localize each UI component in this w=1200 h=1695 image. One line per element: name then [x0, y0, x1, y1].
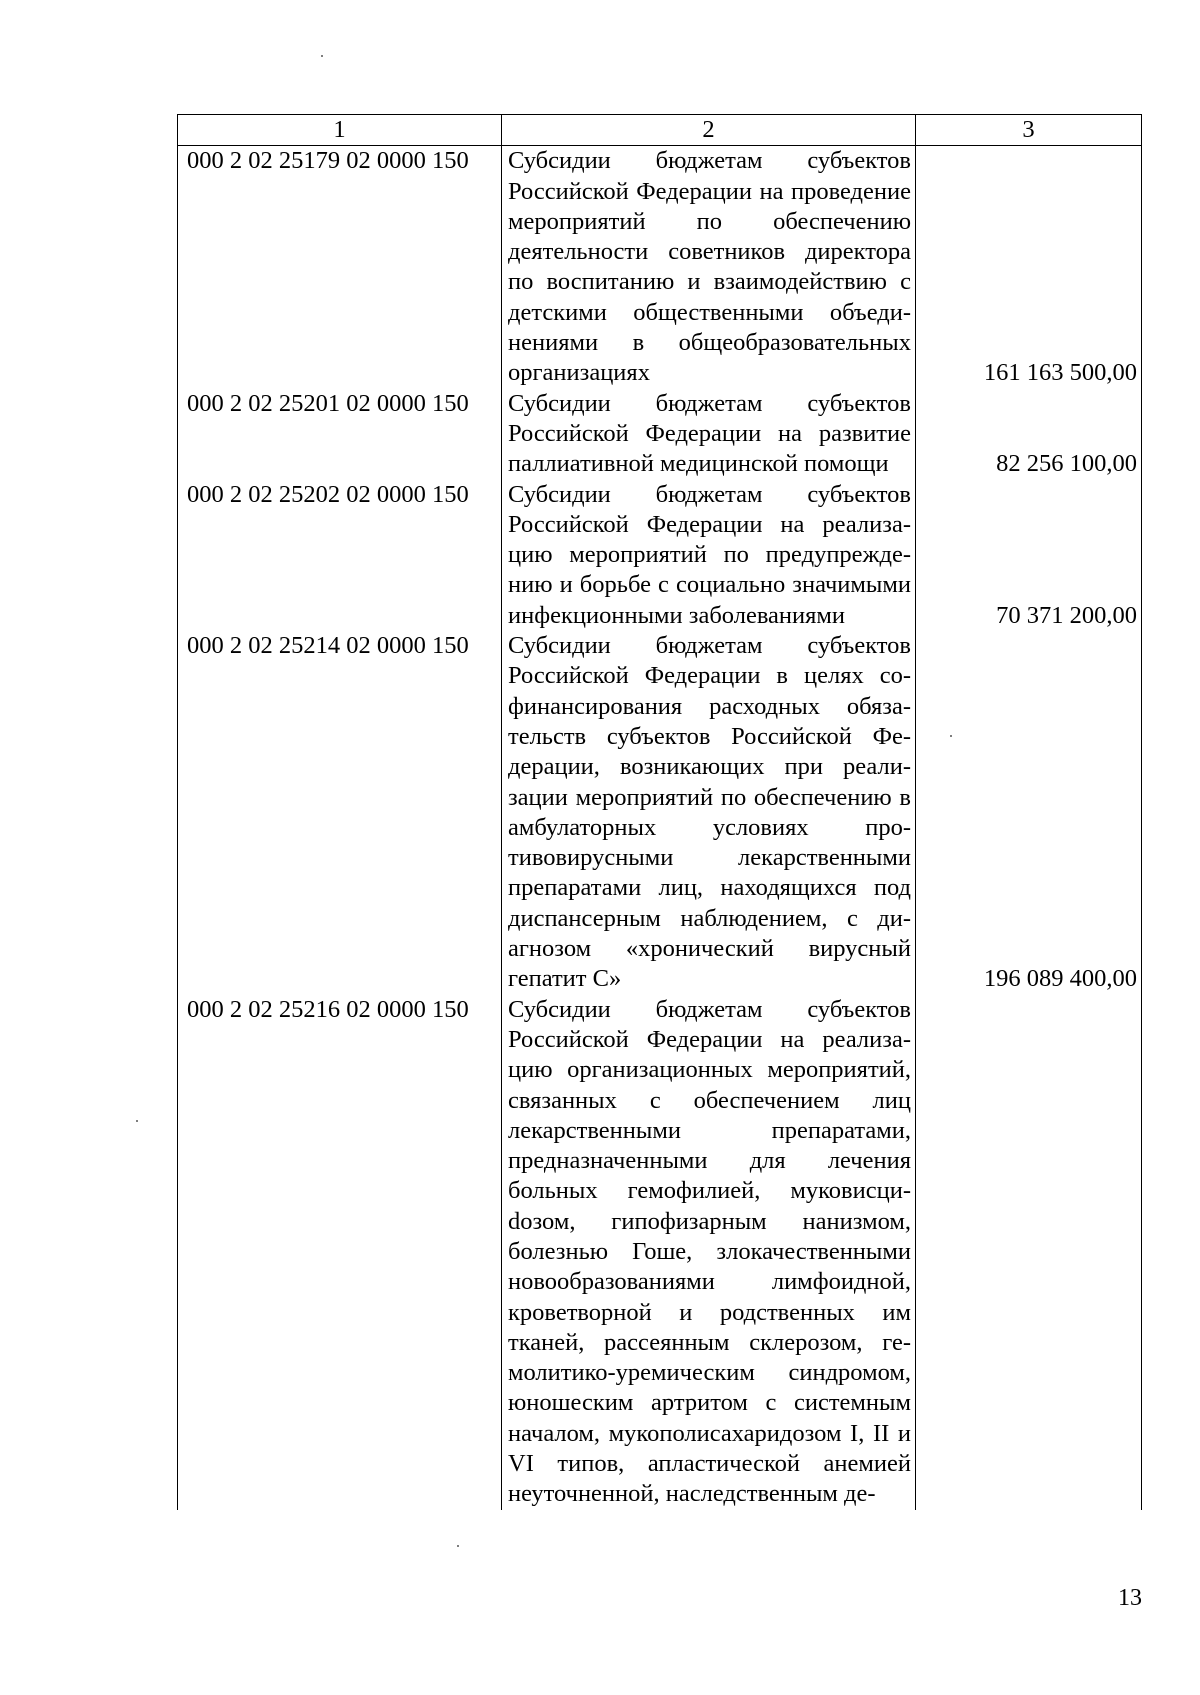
- scan-speck: [457, 1545, 459, 1547]
- table-row: [178, 995, 1142, 1510]
- table-row: [178, 631, 1142, 995]
- column-header-3: 3: [916, 115, 1142, 146]
- budget-code: 000 2 02 25202 02 0000 150: [178, 480, 502, 631]
- column-header-1: 1: [178, 115, 502, 146]
- column-header-2: 2: [502, 115, 916, 146]
- row-description: Субсидии бюджетам субъектов Российской Федерации в целях софинансирования расходных обязательств субъектов Российской Федерации, возникающих при реализации мероприятий по обеспечению в амбулаторных условиях противовирусными лекарственными препаратами лиц, находящихся под диспансерным наблюдением, с диагнозом «хронический вирусный гепатит С»: [502, 631, 916, 995]
- row-description: Субсидии бюджетам субъектов Российской Федерации на развитие паллиативной медицинской помощи: [502, 389, 916, 480]
- row-amount: [916, 995, 1142, 1510]
- table-row: [178, 389, 1142, 480]
- table-row: [178, 146, 1142, 389]
- page-number: 13: [1118, 1585, 1142, 1611]
- budget-code: 000 2 02 25216 02 0000 150: [178, 995, 502, 1510]
- row-amount: 70 371 200,00: [916, 480, 1142, 631]
- scan-speck: [136, 1120, 138, 1122]
- table-row: [178, 480, 1142, 631]
- budget-table: [177, 114, 1142, 1510]
- budget-code: 000 2 02 25179 02 0000 150: [178, 146, 502, 389]
- budget-code: 000 2 02 25214 02 0000 150: [178, 631, 502, 995]
- budget-code: 000 2 02 25201 02 0000 150: [178, 389, 502, 480]
- row-description: Субсидии бюджетам субъектов Российской Федерации на реализацию мероприятий по предупреждению и борьбе с социально значимыми инфекционными заболеваниями: [502, 480, 916, 631]
- row-amount: 82 256 100,00: [916, 389, 1142, 480]
- row-description: Субсидии бюджетам субъектов Российской Федерации на реализацию организационных мероприятий, связанных с обеспечением лиц лекарственными препаратами, предназначенными для лечения больных гемофилией, муковисциdозом, гипофизарным нанизмом, болезнью Гоше, злокачественными новообразованиями лимфоидной, кроветворной и родственных им тканей, рассеянным склерозом, гемолитико-уремическим синдромом, юношеским артритом с системным началом, мукополисахаридозом I, II и VI типов, апластической анемией неуточненной, наследственным де-: [502, 995, 916, 1510]
- row-amount: 196 089 400,00: [916, 631, 1142, 995]
- row-description: Субсидии бюджетам субъектов Российской Федерации на проведение мероприятий по обеспечению деятельности советников директора по воспитанию и взаимодействию с детскими общественными объединениями в общеобразовательных организациях: [502, 146, 916, 389]
- row-amount: 161 163 500,00: [916, 146, 1142, 389]
- table-header-row: [178, 115, 1142, 146]
- scan-speck: [321, 55, 323, 57]
